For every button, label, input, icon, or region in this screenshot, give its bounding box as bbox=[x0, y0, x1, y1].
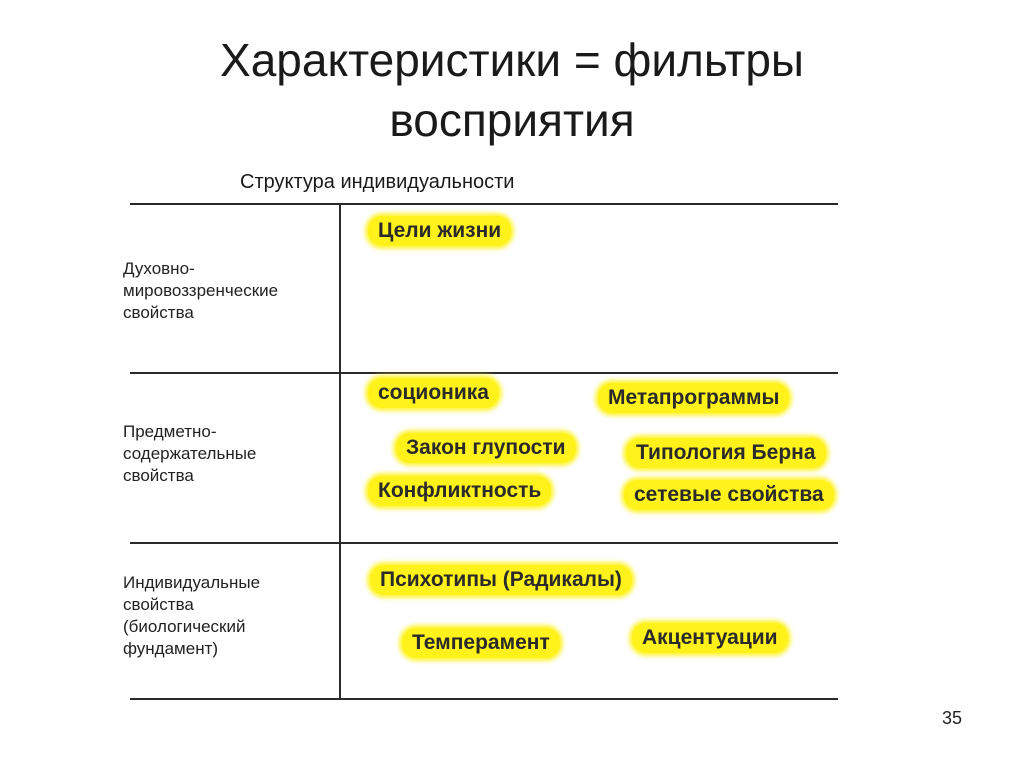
row-label-individual: Индивидуальные свойства (биологический фундамент) bbox=[123, 573, 261, 658]
row-divider-2 bbox=[130, 542, 838, 544]
table-caption: Структура индивидуальности bbox=[240, 171, 515, 193]
item-conflictness: Конфликтность bbox=[368, 476, 551, 506]
column-divider bbox=[339, 203, 341, 700]
item-berne-typology: Типология Берна bbox=[626, 438, 826, 468]
item-accentuations: Акцентуации bbox=[632, 623, 788, 653]
item-network-properties: сетевые свойства bbox=[624, 480, 834, 510]
table-bottom-border bbox=[130, 698, 838, 700]
row-label-spiritual: Духовно- мировоззренческие свойства bbox=[123, 259, 279, 322]
item-metaprograms: Метапрограммы bbox=[598, 383, 789, 413]
title-line-2: восприятия bbox=[389, 94, 635, 146]
item-psychotypes: Психотипы (Радикалы) bbox=[370, 565, 632, 595]
item-socionics: соционика bbox=[368, 378, 499, 408]
row-divider-1 bbox=[130, 372, 838, 374]
page-number: 35 bbox=[942, 708, 963, 728]
title-line-1: Характеристики = фильтры bbox=[220, 34, 804, 86]
item-life-goals: Цели жизни bbox=[368, 216, 511, 246]
item-temperament: Темперамент bbox=[402, 628, 560, 658]
slide-title bbox=[0, 30, 1024, 150]
row-label-subject: Предметно- содержательные свойства bbox=[123, 422, 257, 485]
item-law-of-stupidity: Закон глупости bbox=[396, 433, 576, 463]
table-top-border bbox=[130, 203, 838, 205]
